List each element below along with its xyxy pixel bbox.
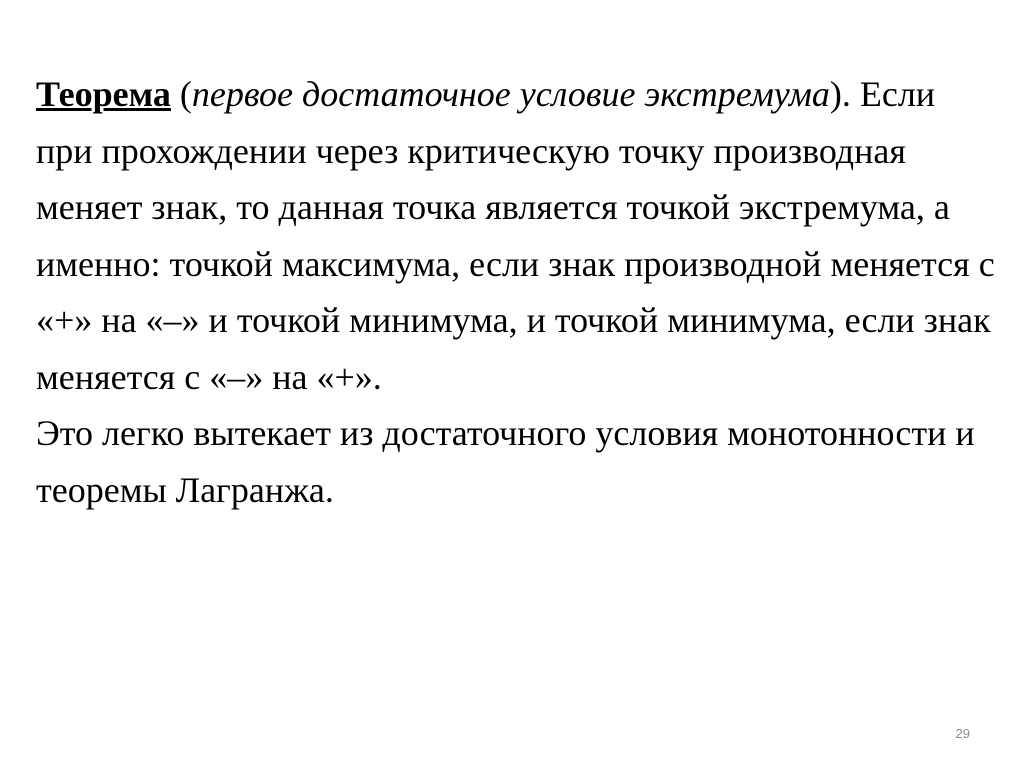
theorem-subtitle: первое достаточное условие экстремума [191,74,830,114]
theorem-open-paren: ( [170,74,192,114]
theorem-statement: Если при прохождении через критическую точку производная меняет знак, то данная точка является точкой экстремума, а именно: точкой максимума, если знак производной меняется с «+» на «–» и точкой минимума, и точкой минимума, если знак меняется с «–» на «+». [36,74,995,397]
theorem-paragraph [36,66,996,405]
slide-body [36,66,996,518]
theorem-close-paren: ). [829,74,860,114]
page-number: 29 [955,726,970,741]
followup-paragraph: Это легко вытекает из достаточного условия монотонности и теоремы Лагранжа. [36,413,975,510]
theorem-term: Теорема [36,74,171,114]
